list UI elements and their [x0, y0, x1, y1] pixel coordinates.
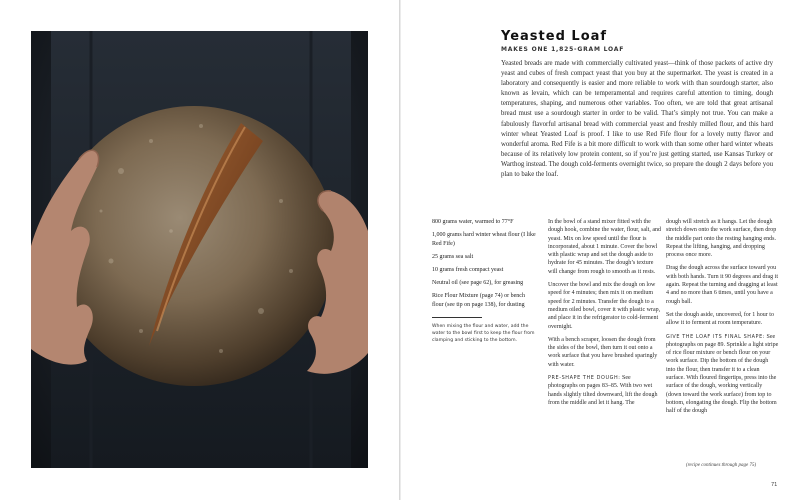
step-heading: GIVE THE LOAF ITS FINAL SHAPE:: [666, 333, 766, 340]
step-heading: PRE-SHAPE THE DOUGH:: [548, 375, 621, 382]
divider: [432, 317, 482, 318]
method-step: Uncover the bowl and mix the dough on low speed for 4 minutes; then mix it on medium speed for 2 minutes. Transfer the dough to a medium oiled bowl, cover it with plastic wrap, and place it in the refrigerator to cold-ferment overnight.: [548, 282, 661, 330]
left-page: [0, 0, 399, 500]
ingredient-item: Rice Flour Mixture (page 74) or bench flour (see tip on page 138), for dusting: [432, 293, 525, 308]
ingredient-item: 25 grams sea salt: [432, 253, 474, 260]
ingredient-list: [432, 218, 537, 345]
continuation-note: (recipe continues through page 75): [686, 463, 757, 468]
method-step: With a bench scraper, loosen the dough from the sides of the bowl, then turn it out onto a work surface that you have brushed sparingly with water.: [548, 336, 658, 368]
method-column-1: [548, 218, 661, 412]
step-text: See photographs on page 89. Sprinkle a light stripe of rice flour mixture or bench flour on your work surface. Dip the bottom of the dough into the flour, then transfer it to a clean surface. With floured fingertips, press into the surface of the dough, working vertically (down toward the work surface) from top to bottom, elongating the dough. Flip the bottom half of the dough: [666, 333, 779, 415]
recipe-intro: Yeasted breads are made with commercially cultivated yeast—think of those packets of active dry yeast and cubes of fresh compact yeast that you buy at the supermarket. The yeast is created in a laboratory and consequently is easier and more reliable to work with than sourdough starter, also known as levain, which can be temperamental and requires careful attention to timing, dough temperatures, shaping, and numerous other variables. Too often, we are told that great artisanal bread must use a sourdough starter in order to be valid. That’s simply not true. You can make a fabulously flavorful artisanal bread with commercial yeast and freshly milled flour, and this hard winter wheat Yeasted Loaf is proof. I like to use Red Fife flour for a lovely nutty flavor and wonderful aroma. Red Fife is a bit more difficult to work with than some other hard winter wheats because of its relatively low protein content, so if you’re just getting started, use Kansas Turkey or Warthog instead. The dough cold-ferments overnight twice, so prepare the dough 2 days before you plan to bake the loaf.: [501, 60, 773, 179]
method-step: Drag the dough across the surface toward you with both hands. Turn it 90 degrees and drag it again. Repeat the turning and dragging at least 4 and no more than 6 times, until you have a rough ball.: [666, 265, 778, 305]
ingredient-item: Neutral oil (see page 62), for greasing: [432, 279, 524, 286]
mixing-tip: When mixing the flour and water, add the water to the bowl first to keep the flour from clamping and sticking to the bottom.: [432, 324, 535, 343]
method-step: In the bowl of a stand mixer fitted with the dough hook, combine the water, flour, salt, and yeast. Mix on low speed until the flour is incorporated, about 1 minute. Cover the bowl with plastic wrap and set the dough aside to hydrate for 45 minutes. The dough’s texture will change from rough to smooth as it rests.: [548, 219, 661, 275]
ingredient-item: 10 grams fresh compact yeast: [432, 266, 504, 273]
bread-photo: [31, 31, 368, 468]
recipe-title: Yeasted Loaf: [501, 29, 608, 44]
method-step: Set the dough aside, uncovered, for 1 hour to allow it to ferment at room temperature.: [666, 311, 774, 327]
method-step: dough will stretch as it hangs. Let the dough stretch down onto the work surface, then drop the middle part onto the resting hanging ends. Repeat the lifting, hanging, and dropping process once more.: [666, 219, 777, 259]
method-column-2: [666, 218, 779, 421]
step-text: See photographs on pages 83–85. With two wet hands slightly tilted downward, lift the dough from the middle and let it hang. The: [548, 375, 658, 406]
ingredient-item: 800 grams water, warmed to 77°F: [432, 219, 514, 225]
method-step: [666, 333, 779, 416]
method-step: [548, 374, 661, 407]
recipe-yield: MAKES ONE 1,825-GRAM LOAF: [501, 46, 625, 53]
bread-illustration: [31, 31, 368, 468]
page-number: 71: [771, 482, 778, 488]
ingredient-item: 1,000 grams hard winter wheat flour (I like Red Fife): [432, 232, 536, 247]
